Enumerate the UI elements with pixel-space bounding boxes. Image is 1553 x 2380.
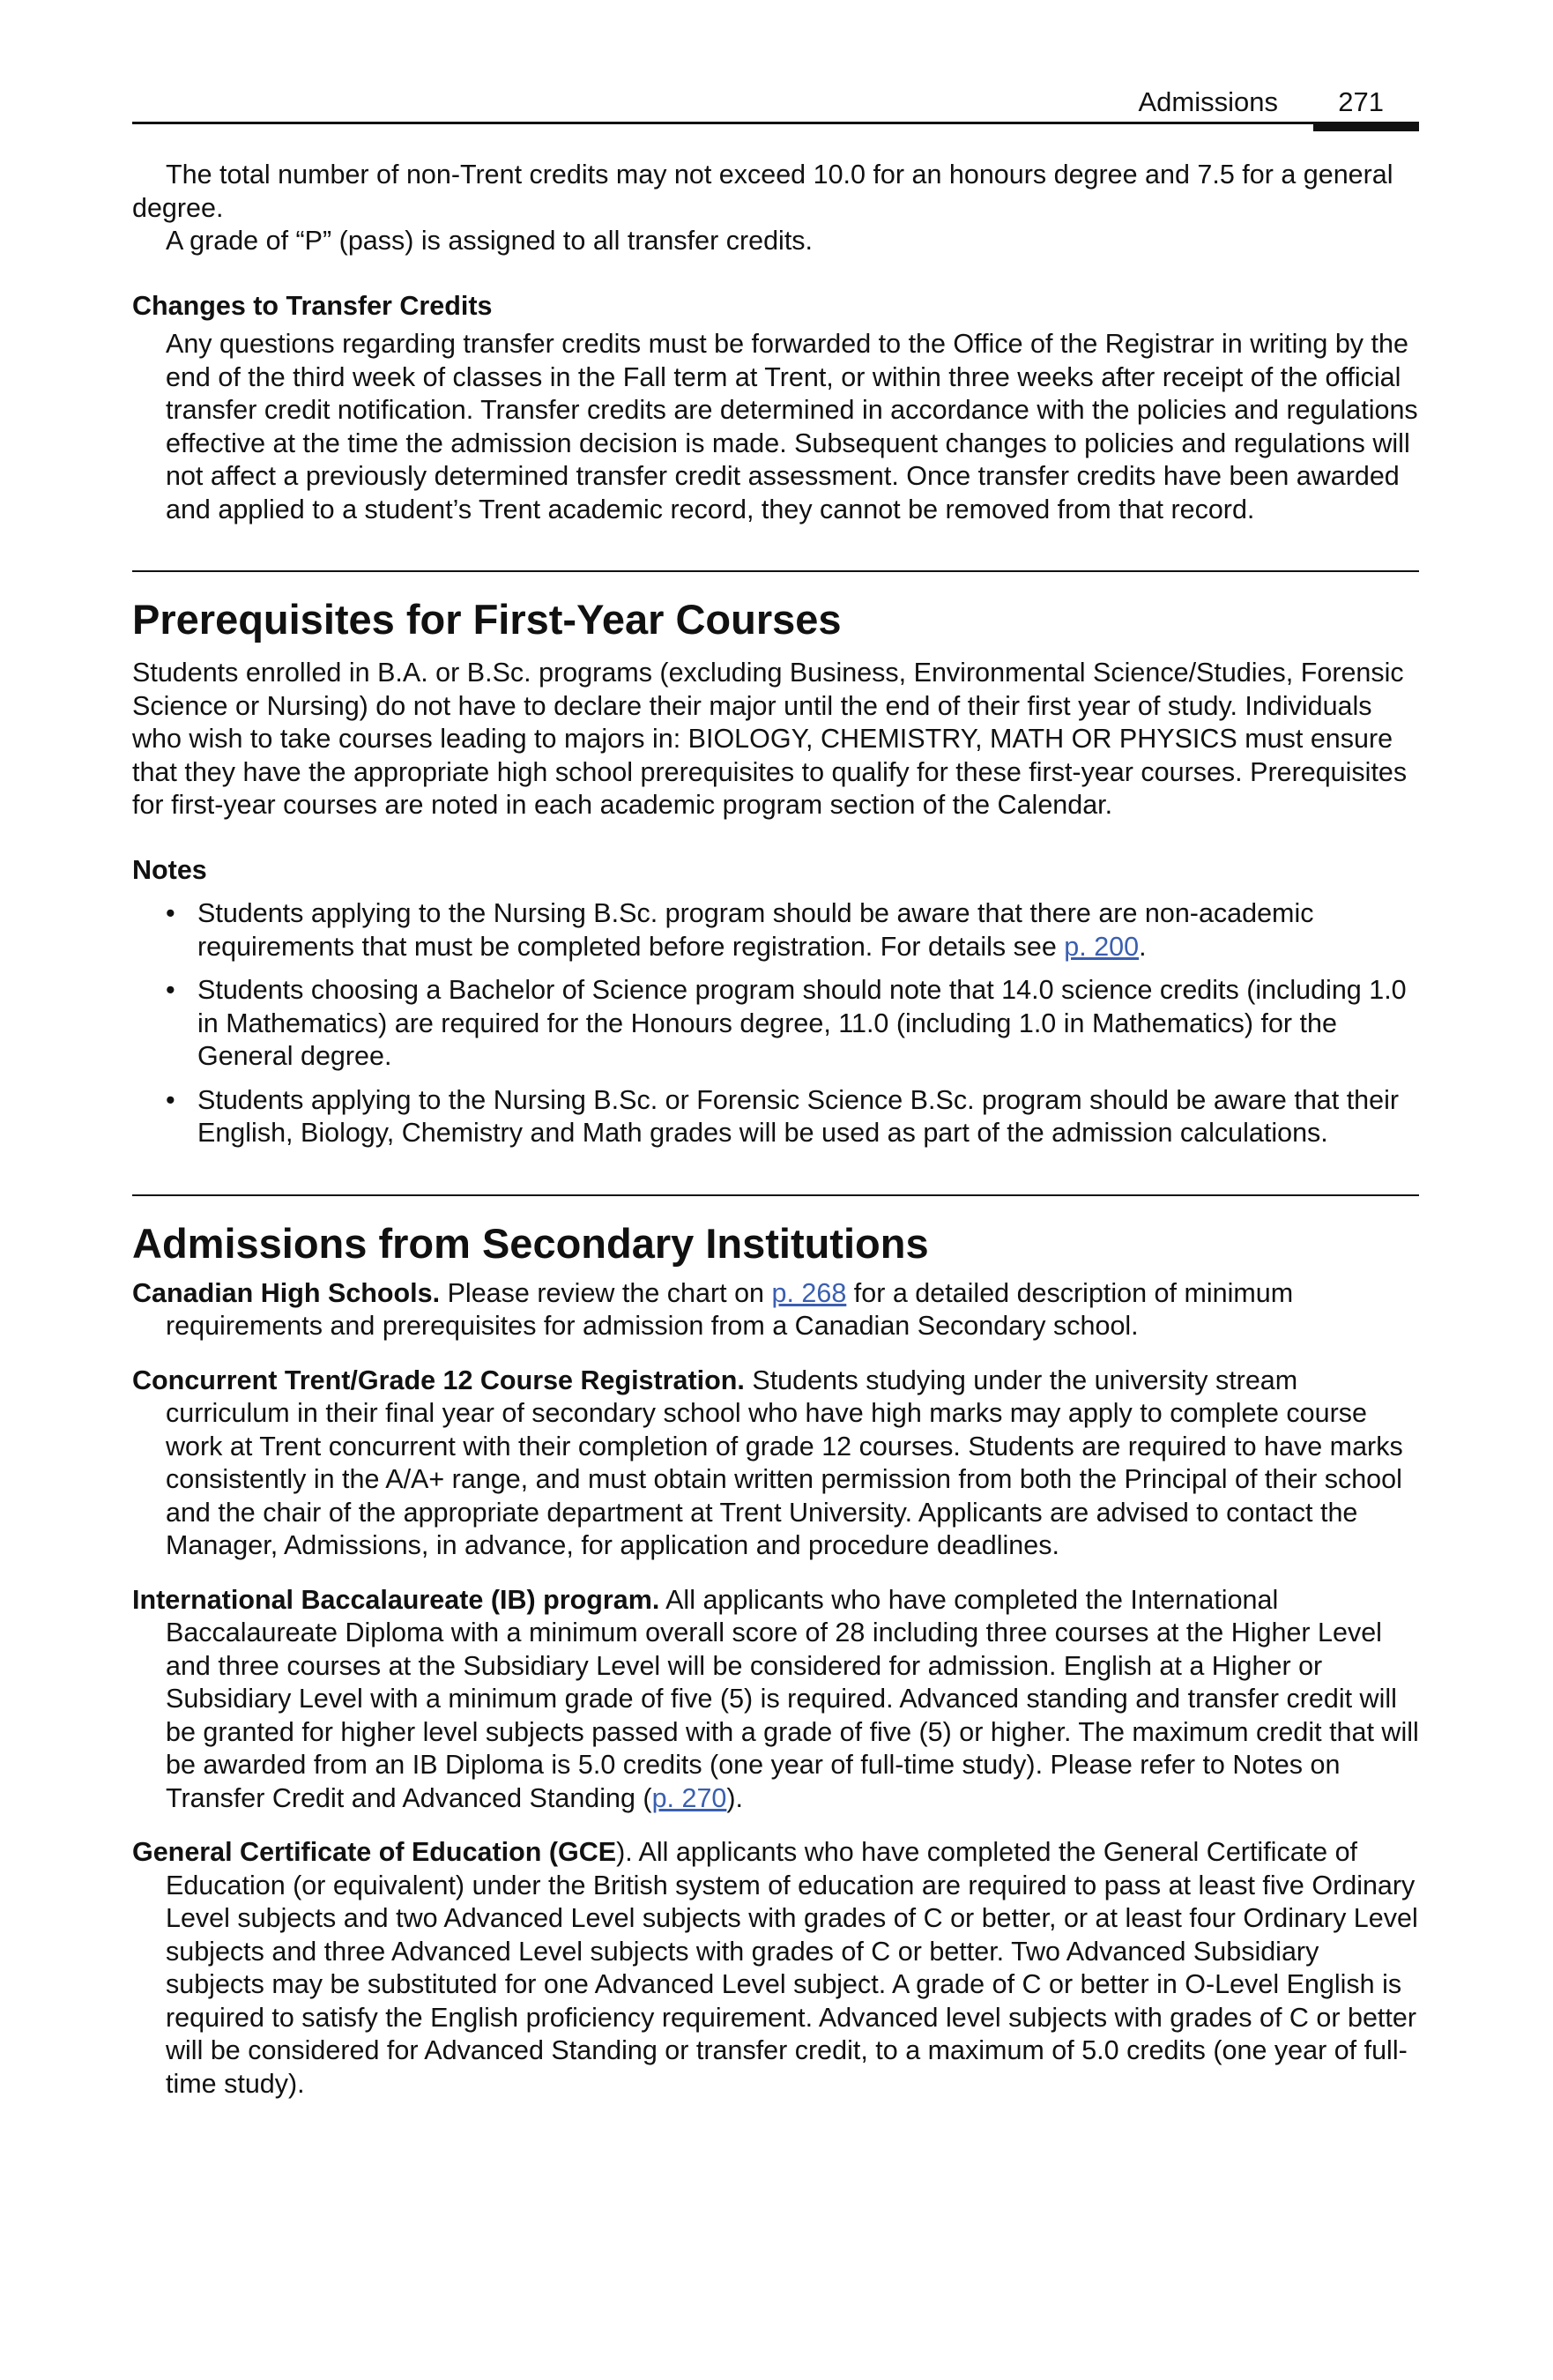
header-tab-bar bbox=[1313, 123, 1419, 131]
section-divider bbox=[132, 1194, 1419, 1196]
bullet: • bbox=[166, 898, 175, 928]
canadian-label: Canadian High Schools. bbox=[132, 1277, 441, 1308]
section-divider bbox=[132, 570, 1419, 572]
page-200-link[interactable]: p. 200 bbox=[1064, 931, 1140, 962]
transfer-grade-paragraph bbox=[132, 225, 1419, 258]
header-page-number: 271 bbox=[1338, 86, 1384, 117]
concurrent-entry bbox=[132, 1365, 1419, 1563]
note-text: Students applying to the Nursing B.Sc. or Forensic Science B.Sc. program should be aware that their English, Biology, Chemistry and Math grades will be used as part of the admission calculations. bbox=[197, 1084, 1400, 1148]
changes-body: Any questions regarding transfer credits must be forwarded to the Office of the Registrar in writing by the end of the third week of classes in the Fall term at Trent, or within three weeks after receipt of the official transfer credit notification. Transfer credits are determined in accordance with the policies and regulations effective at the time the admission decision is made. Subsequent changes to policies and regulations will not affect a previously determined transfer credit assessment. Once transfer credits have been awarded and applied to a student’s Trent academic record, they cannot be removed from that record. bbox=[166, 329, 1418, 524]
gce-text: ). All applicants who have completed the General Certificate of Education (or equivalent) under the British system of education are required to pass at least five Ordinary Level subjects and two Advanced Level subjects with grades of C or better, or at least four Ordinary Level subjects and three Advanced Level subjects with grades of C or better. Two Advanced Subsidiary subjects may be substituted for one Advanced Level subject. A grade of C or better in O-Level English is required to satisfy the English proficiency requirement. Advanced level subjects with grades of C or better will be considered for Advanced Standing or transfer credit, to a maximum of 5.0 credits (one year of full-time study). bbox=[166, 1837, 1418, 2099]
transfer-limit-text: The total number of non-Trent credits may not exceed 10.0 for an honours degree and 7.5 for a general degree. bbox=[132, 160, 1393, 223]
note-text: Students choosing a Bachelor of Science program should note that 14.0 science credits (including 1.0 in Mathematics) are required for the Honours degree, 11.0 (including 1.0 in Mathematics) for the General degree. bbox=[197, 975, 1407, 1071]
running-header bbox=[132, 78, 1419, 124]
canadian-text: Please review the chart on bbox=[440, 1277, 772, 1308]
secondary-heading: Admissions from Secondary Institutions bbox=[132, 1219, 929, 1267]
page-content bbox=[132, 159, 1419, 2101]
page-268-link[interactable]: p. 268 bbox=[771, 1277, 847, 1308]
notes-list bbox=[132, 897, 1419, 1150]
transfer-limit-paragraph bbox=[132, 159, 1419, 225]
notes-heading: Notes bbox=[132, 854, 207, 885]
gce-entry bbox=[132, 1836, 1419, 2101]
bullet: • bbox=[166, 975, 175, 1005]
ib-text-end: ). bbox=[726, 1782, 744, 1813]
page-270-link[interactable]: p. 270 bbox=[651, 1782, 727, 1813]
canadian-entry bbox=[132, 1277, 1419, 1343]
note-end: . bbox=[1139, 931, 1147, 962]
ib-label: International Baccalaureate (IB) program. bbox=[132, 1584, 660, 1615]
list-item bbox=[132, 974, 1419, 1074]
prereq-body: Students enrolled in B.A. or B.Sc. programs (excluding Business, Environmental Science/Studies, Forensic Science or Nursing) do not have to declare their major until the end of their first year of study. Individuals who wish to take courses leading to majors in: BIOLOGY, CHEMISTRY, MATH OR PHYSICS must ensure that they have the appropriate high school prerequisites to qualify for these first-year courses. Prerequisites for first-year courses are noted in each academic program section of the Calendar. bbox=[132, 658, 1408, 820]
header-section-title: Admissions bbox=[1138, 86, 1278, 117]
concurrent-label: Concurrent Trent/Grade 12 Course Registration. bbox=[132, 1365, 745, 1395]
transfer-grade-text: A grade of “P” (pass) is assigned to all transfer credits. bbox=[166, 226, 814, 256]
ib-entry bbox=[132, 1584, 1419, 1816]
list-item bbox=[132, 897, 1419, 963]
canadian-text-cont: for a detailed description of minimum requirements and prerequisites for admission from a Canadian Secondary school. bbox=[166, 1277, 1294, 1341]
changes-heading: Changes to Transfer Credits bbox=[132, 290, 493, 321]
gce-label: General Certificate of Education (GCE bbox=[132, 1837, 617, 1867]
concurrent-text: Students studying under the university stream curriculum in their final year of secondary school who have high marks may apply to complete course work at Trent concurrent with their completion of grade 12 courses. Students are required to have marks consistently in the A/A+ range, and must obtain written permission from both the Principal of their school and the chair of the appropriate department at Trent University. Applicants are advised to contact the Manager, Admissions, in advance, for application and procedure deadlines. bbox=[166, 1365, 1403, 1560]
list-item bbox=[132, 1084, 1419, 1150]
bullet: • bbox=[166, 1084, 175, 1115]
prereq-heading: Prerequisites for First-Year Courses bbox=[132, 596, 842, 643]
ib-text: All applicants who have completed the International Baccalaureate Diploma with a minimum overall score of 28 including three courses at the Higher Level and three courses at the Subsidiary Level will be considered for admission. English at a Higher or Subsidiary Level with a minimum grade of five (5) is required. Advanced standing and transfer credit will be granted for higher level subjects passed with a grade of five (5) or higher. The maximum credit that will be awarded from an IB Diploma is 5.0 credits (one year of full-time study). Please refer to Notes on Transfer Credit and Advanced Standing ( bbox=[166, 1584, 1419, 1813]
note-text: Students applying to the Nursing B.Sc. program should be aware that there are non-academic requirements that must be completed before registration. For details see bbox=[197, 898, 1314, 962]
